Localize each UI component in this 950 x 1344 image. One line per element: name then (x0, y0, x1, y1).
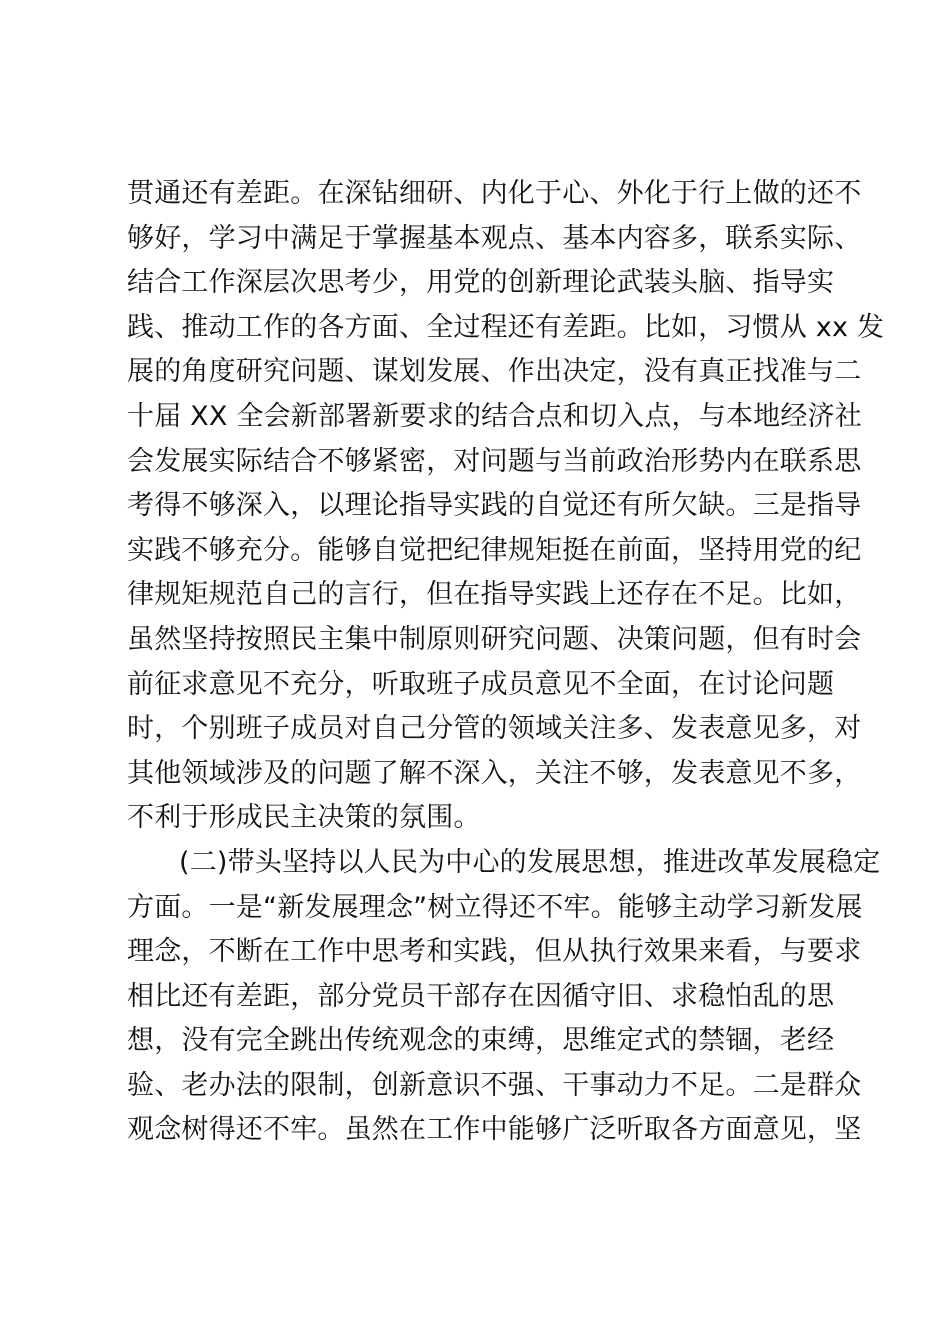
text-line: 考得不够深入，以理论指导实践的自觉还有所欠缺。三是指导 (127, 490, 862, 522)
text-line: 想，没有完全跳出传统观念的束缚，思维定式的禁锢，老经 (127, 1025, 835, 1057)
section-heading-line: (二)带头坚持以人民为中心的发展思想，推进改革发展稳定 (179, 846, 881, 878)
text-line: 结合工作深层次思考少，用党的创新理论武装头脑、指导实 (127, 267, 835, 299)
text-line: 十届 XX 全会新部署新要求的结合点和切入点，与本地经济社 (127, 400, 862, 432)
text-line: 相比还有差距，部分党员干部存在因循守旧、求稳怕乱的思 (127, 980, 835, 1012)
body-text (127, 172, 885, 1153)
text-line: 够好，学习中满足于掌握基本观点、基本内容多，联系实际、 (127, 222, 862, 254)
text-line: 实践不够充分。能够自觉把纪律规矩挺在前面，坚持用党的纪 (127, 534, 862, 566)
text-line: 贯通还有差距。在深钻细研、内化于心、外化于行上做的还不 (127, 178, 862, 209)
text-line: 虽然坚持按照民主集中制原则研究问题、决策问题，但有时会 (127, 623, 862, 655)
text-line: 其他领域涉及的问题了解不深入，关注不够，发表意见不多， (127, 757, 862, 789)
text-line: 会发展实际结合不够紧密，对问题与当前政治形势内在联系思 (127, 445, 862, 477)
text-line: 方面。一是“新发展理念”树立得还不牢。能够主动学习新发展 (127, 891, 863, 923)
text-line: 展的角度研究问题、谋划发展、作出决定，没有真正找准与二 (127, 356, 862, 388)
text-line: 时，个别班子成员对自己分管的领域关注多、发表意见多，对 (127, 713, 862, 745)
text-line: 前征求意见不充分，听取班子成员意见不全面，在讨论问题 (127, 668, 835, 700)
text-line: 验、老办法的限制，创新意识不强、干事动力不足。二是群众 (127, 1069, 862, 1101)
text-line: 践、推动工作的各方面、全过程还有差距。比如，习惯从 xx 发 (127, 311, 885, 343)
text-line: 理念，不断在工作中思考和实践，但从执行效果来看，与要求 (127, 936, 862, 968)
text-line: 观念树得还不牢。虽然在工作中能够广泛听取各方面意见，坚 (127, 1114, 862, 1146)
text-line: 律规矩规范自己的言行，但在指导实践上还存在不足。比如， (127, 579, 862, 611)
text-line: 不利于形成民主决策的氛围。 (127, 802, 481, 834)
